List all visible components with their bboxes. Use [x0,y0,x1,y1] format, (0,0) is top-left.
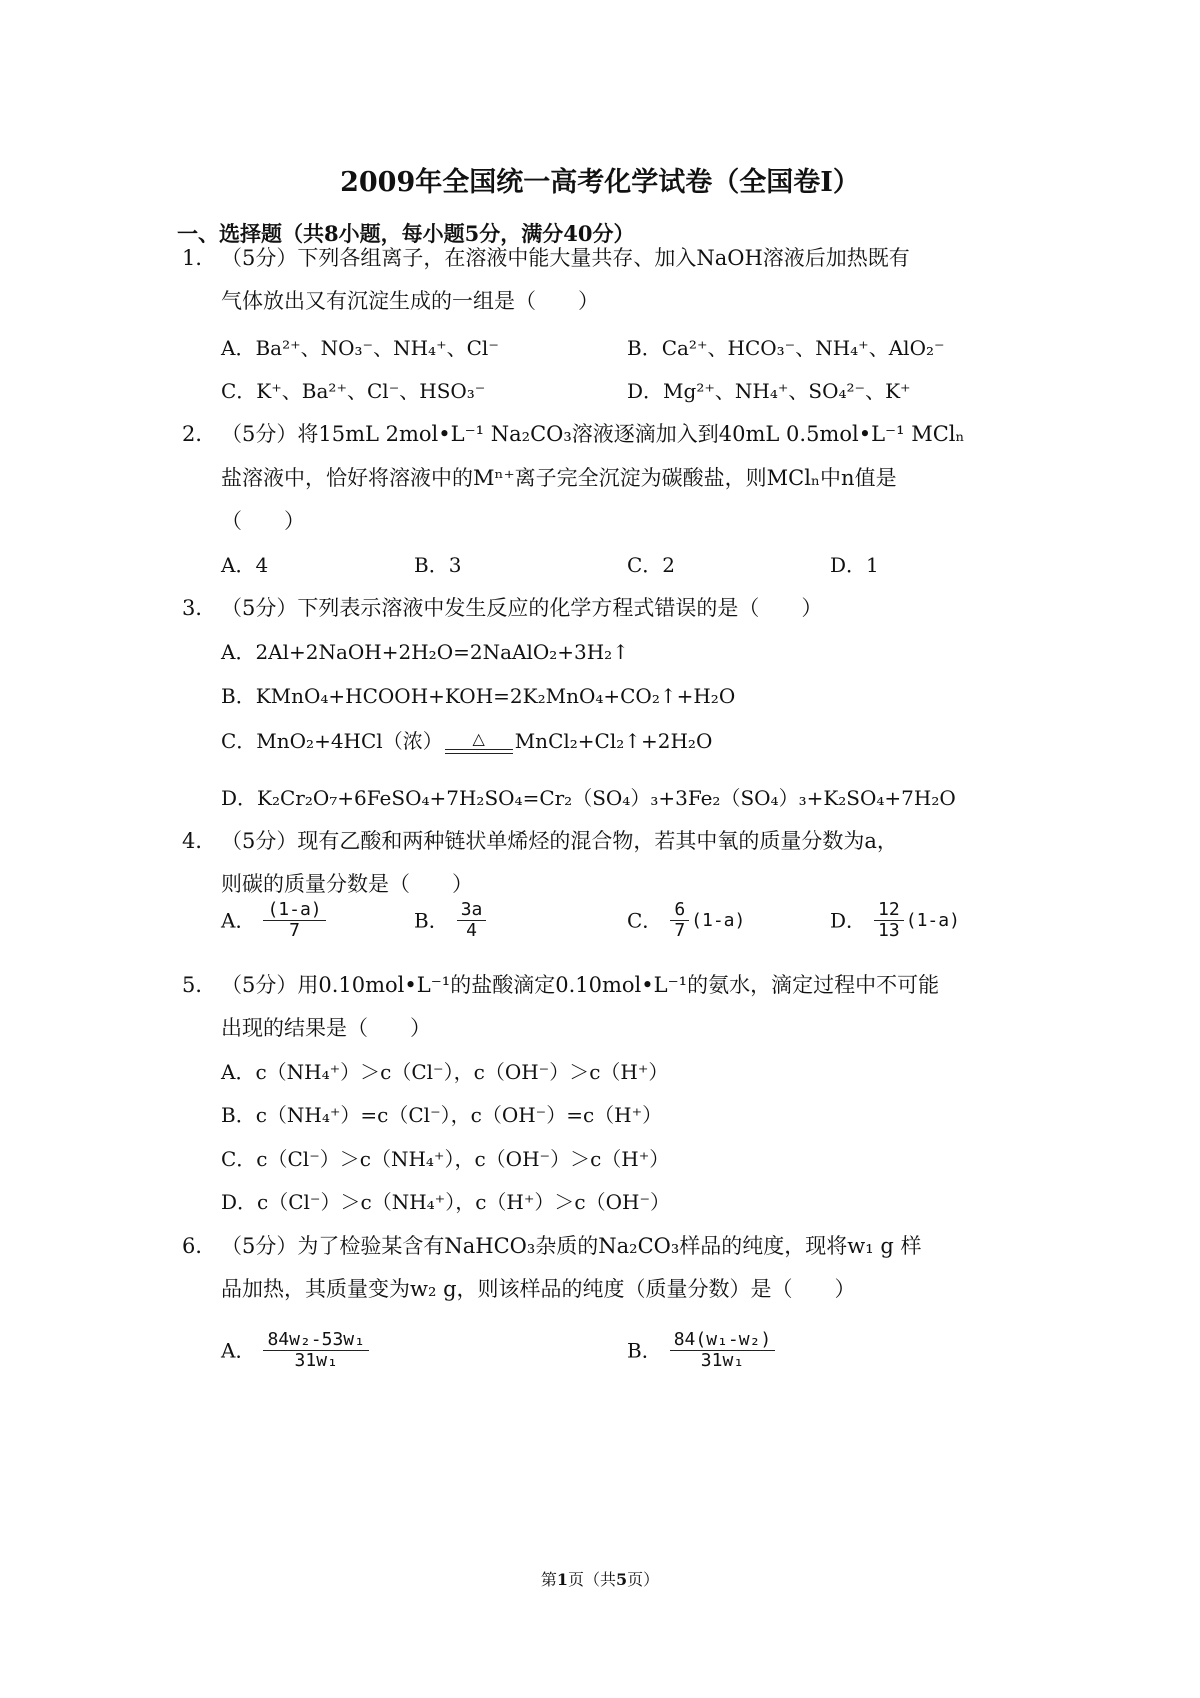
triangle-icon: △ [472,728,485,748]
q3-option-c [221,726,712,756]
q2-number: 2． [182,422,217,446]
q4-option-d: D． $\frac{12}{13}$ (1-a) [830,899,960,941]
q1-option-d: D．Mg²⁺、NH₄⁺、SO₄²⁻、K⁺ [627,379,911,403]
q1-option-a: A．Ba²⁺、NO₃⁻、NH₄⁺、Cl⁻ [221,336,499,360]
q2-stem-line3: （ ） [221,509,305,533]
q6-option-a: A． $\frac{\text{84w₂-53w₁}}{\text{31w₁}}$ [221,1330,369,1371]
total-pages: 5 [616,1570,628,1589]
q5-stem-line1: （5分）用0.10mol•L⁻¹的盐酸滴定0.10mol•L⁻¹的氨水，滴定过程中不可能 [221,973,940,997]
q5-option-a: A．c（NH₄⁺）＞c（Cl⁻），c（OH⁻）＞c（H⁺） [221,1060,669,1084]
q5-option-b: B．c（NH₄⁺）=c（Cl⁻），c（OH⁻）=c（H⁺） [221,1103,663,1127]
fraction: $\frac{3a}{4}$ [457,900,487,941]
q5-stem-line2: 出现的结果是（ ） [221,1016,431,1040]
q2-option-c: C．2 [627,553,676,577]
q4-stem-line1: （5分）现有乙酸和两种链状单烯烃的混合物，若其中氧的质量分数为a， [221,829,898,853]
q3-option-b: B．KMnO₄+HCOOH+KOH=2K₂MnO₄+CO₂↑+H₂O [221,684,736,708]
q4-option-c: C． $\frac{6}{7}$ (1-a) [627,899,746,941]
fraction: $\frac{(1-a)}{7}$ [263,900,325,941]
page-title: 2009年全国统一高考化学试卷（全国卷I） [340,167,860,198]
q3-option-d: D．K₂Cr₂O₇+6FeSO₄+7H₂SO₄=Cr₂（SO₄）₃+3Fe₂（SO₄）₃+K₂SO₄+7H₂O [221,786,956,810]
q2-option-a: A．4 [221,553,269,577]
q6-option-b: B． $\frac{\text{84(w₁-w₂)}}{\text{31w₁}}$ [627,1330,775,1371]
fraction: $\frac{\text{84w₂-53w₁}}{\text{31w₁}}$ [263,1330,369,1371]
q6-stem-line2: 品加热，其质量变为w₂ g，则该样品的纯度（质量分数）是（ ） [221,1277,856,1301]
q2-option-d: D．1 [830,553,879,577]
q2-option-b: B．3 [414,553,462,577]
q4-stem-line2: 则碳的质量分数是（ ） [221,872,473,896]
page-footer: 第1页（共5页） [540,1570,660,1589]
q3-option-c-left: C．MnO₂+4HCl（浓） [221,729,443,753]
q5-number: 5． [182,973,217,997]
current-page-number: 1 [556,1570,568,1589]
fraction: $\frac{\text{84(w₁-w₂)}}{\text{31w₁}}$ [670,1330,776,1371]
q4-option-a: A． $\frac{(1-a)}{7}$ [221,900,326,941]
q2-stem-line2: 盐溶液中，恰好将溶液中的Mⁿ⁺离子完全沉淀为碳酸盐，则MClₙ中n值是 [221,466,897,490]
fraction: $\frac{6}{7}$ [670,900,689,941]
q3-number: 3． [182,596,217,620]
fraction: $\frac{12}{13}$ [874,900,904,941]
q5-option-c: C．c（Cl⁻）＞c（NH₄⁺），c（OH⁻）＞c（H⁺） [221,1147,670,1171]
q6-stem-line1: （5分）为了检验某含有NaHCO₃杂质的Na₂CO₃样品的纯度，现将w₁ g 样 [221,1234,922,1258]
q3-option-a: A．2Al+2NaOH+2H₂O=2NaAlO₂+3H₂↑ [221,640,629,664]
q3-stem-line1: （5分）下列表示溶液中发生反应的化学方程式错误的是（ ） [221,596,823,620]
equals-sign [445,749,513,754]
q1-number: 1． [182,246,217,270]
q2-stem-line1: （5分）将15mL 2mol•L⁻¹ Na₂CO₃溶液逐滴加入到40mL 0.5mol•L⁻¹ MClₙ [221,422,965,446]
q1-option-c: C．K⁺、Ba²⁺、Cl⁻、HSO₃⁻ [221,379,486,403]
heating-condition-sign [445,728,513,754]
q1-option-b: B．Ca²⁺、HCO₃⁻、NH₄⁺、AlO₂⁻ [627,336,945,360]
q1-stem-line2: 气体放出又有沉淀生成的一组是（ ） [221,289,599,313]
q4-number: 4． [182,829,217,853]
q3-option-c-right: MnCl₂+Cl₂↑+2H₂O [514,729,713,753]
section-heading: 一、选择题（共8小题，每小题5分，满分40分） [177,221,635,246]
q1-stem-line1: （5分）下列各组离子，在溶液中能大量共存、加入NaOH溶液后加热既有 [221,246,910,270]
q4-option-b: B． $\frac{3a}{4}$ [414,900,486,941]
q5-option-d: D．c（Cl⁻）＞c（NH₄⁺），c（H⁺）＞c（OH⁻） [221,1190,671,1214]
q6-number: 6． [182,1234,217,1258]
